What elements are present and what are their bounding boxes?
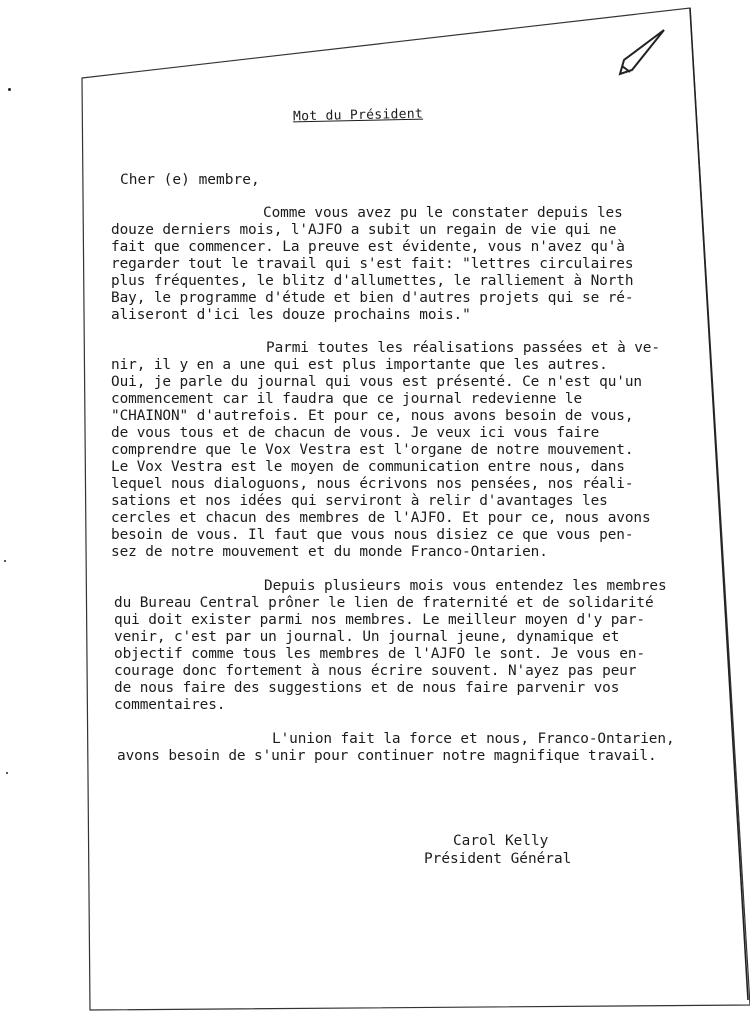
body-line: venir, c'est par un journal. Un journal jeune, dynamique et xyxy=(114,629,620,645)
body-line: qui doit exister parmi nos membres. Le meilleur moyen d'y par- xyxy=(114,612,645,628)
body-line: "CHAINON" d'autrefois. Et pour ce, nous avons besoin de vous, xyxy=(111,408,634,424)
body-line: de vous tous et de chacun de vous. Je veux ici vous faire xyxy=(111,425,600,441)
body-line: lequel nous dialoguons, nous écrivons nos pensées, nos réali- xyxy=(111,476,634,492)
body-line: Oui, je parle du journal qui vous est présenté. Ce n'est qu'un xyxy=(111,374,642,390)
body-line: Bay, le programme d'étude et bien d'autres projets qui se ré- xyxy=(111,290,634,306)
scan-speck xyxy=(4,560,6,562)
body-line: besoin de vous. Il faut que vous nous disiez ce que vous pen- xyxy=(111,527,634,543)
body-line: sez de notre mouvement et du monde Franco-Ontarien. xyxy=(111,544,548,560)
pen-mark-icon xyxy=(612,26,672,86)
body-line: Comme vous avez pu le constater depuis les xyxy=(263,205,623,221)
scan-speck xyxy=(8,88,11,91)
salutation: Cher (e) membre, xyxy=(120,172,260,188)
body-line: fait que commencer. La preuve est évidente, vous n'avez qu'à xyxy=(111,239,625,255)
body-line: plus fréquentes, le blitz d'allumettes, le ralliement à North xyxy=(111,273,634,289)
body-line: sations et nos idées qui serviront à relir d'avantages les xyxy=(111,493,608,509)
body-line: objectif comme tous les membres de l'AJFO le sont. Je vous en- xyxy=(114,646,645,662)
page-title: Mot du Président xyxy=(292,106,424,125)
body-line: aliseront d'ici les douze prochains mois." xyxy=(111,307,471,323)
signature-title: Président Général xyxy=(424,851,572,867)
body-line: comprendre que le Vox Vestra est l'organe de notre mouvement. xyxy=(111,442,634,458)
body-line: avons besoin de s'unir pour continuer notre magnifique travail. xyxy=(117,748,657,764)
body-line: douze derniers mois, l'AJFO a subit un regain de vie qui ne xyxy=(111,222,617,238)
signature-name: Carol Kelly xyxy=(453,833,549,849)
body-line: L'union fait la force et nous, Franco-Ontarien, xyxy=(272,731,675,747)
body-line: du Bureau Central prôner le lien de fraternité et de solidarité xyxy=(114,595,654,611)
body-line: commentaires. xyxy=(114,697,226,713)
body-line: Le Vox Vestra est le moyen de communication entre nous, dans xyxy=(111,459,625,475)
body-line: commencement car il faudra que ce journal redevienne le xyxy=(111,391,583,407)
body-line: courage donc fortement à nous écrire souvent. N'ayez pas peur xyxy=(114,663,637,679)
scan-speck xyxy=(6,772,8,774)
body-line: regarder tout le travail qui s'est fait: "lettres circulaires xyxy=(111,256,634,272)
body-line: cercles et chacun des membres de l'AJFO. Et pour ce, nous avons xyxy=(111,510,651,526)
body-line: Depuis plusieurs mois vous entendez les membres xyxy=(264,578,667,594)
body-line: de nous faire des suggestions et de nous faire parvenir vos xyxy=(114,680,620,696)
body-line: Parmi toutes les réalisations passées et à ve- xyxy=(266,340,660,356)
body-line: nir, il y en a une qui est plus importante que les autres. xyxy=(111,357,608,373)
